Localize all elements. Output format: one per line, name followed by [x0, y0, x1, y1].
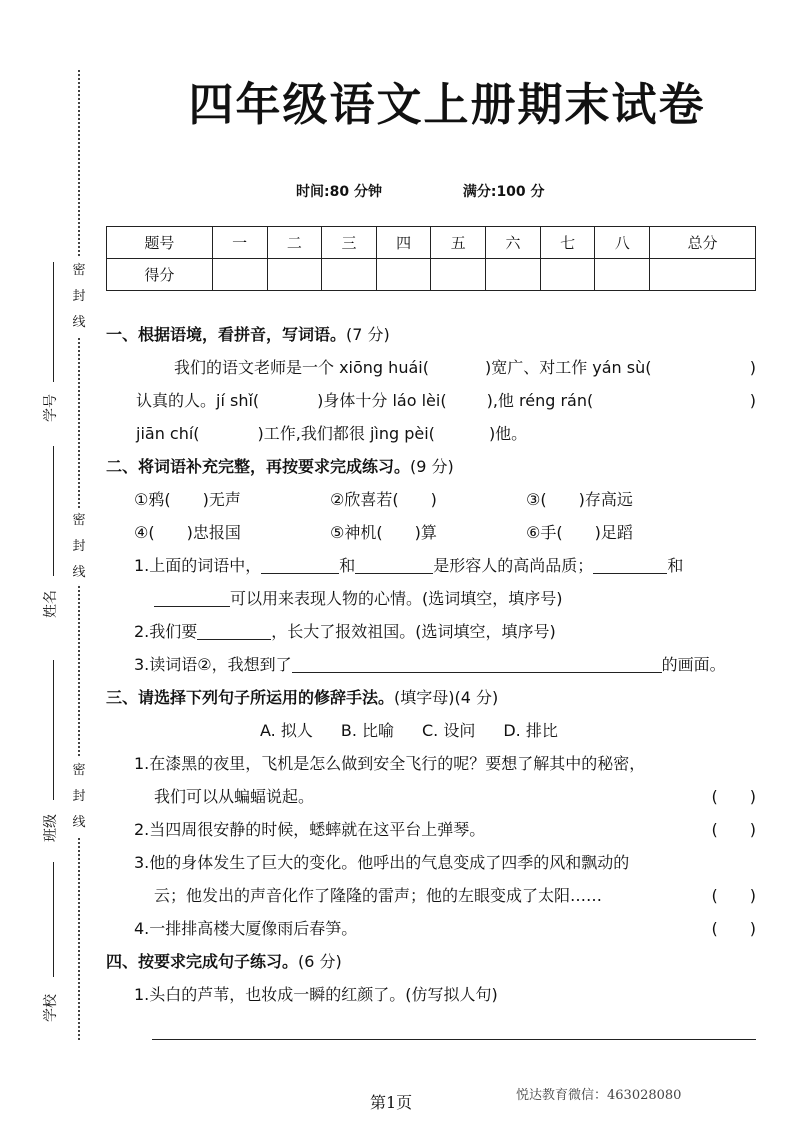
page-number: 第1页: [370, 1093, 413, 1112]
class-line[interactable]: [53, 660, 54, 800]
s3-question-1-cont: [106, 780, 756, 813]
s2-text: 2.我们要: [134, 622, 198, 641]
section-3-points: (填字母)(4 分): [394, 688, 499, 707]
s3-question-3: [106, 846, 756, 879]
s2-text: ，长大了报效祖国。(选词填空，填序号): [271, 622, 556, 641]
seal-text-group-1: [72, 258, 86, 336]
answer-underline[interactable]: [154, 588, 230, 607]
section-1-heading: [106, 318, 756, 351]
header-cell: 题号: [107, 227, 213, 259]
option-b: B. 比喻: [340, 721, 394, 740]
s2-text: 和: [667, 556, 684, 575]
score-cell[interactable]: [431, 259, 486, 291]
s1-text: 认真的人。jí shǐ(: [136, 391, 260, 410]
student-id-label: 学号: [43, 394, 59, 422]
option-a: A. 拟人: [260, 721, 313, 740]
score-cell[interactable]: [212, 259, 267, 291]
name-label: 姓名: [43, 590, 59, 618]
s2-question-1: [106, 549, 756, 582]
score-table: [106, 226, 756, 291]
s3-options: [106, 714, 756, 747]
exam-meta: [296, 181, 621, 201]
seal-char: 线: [72, 565, 86, 580]
row-label-cell: 得分: [107, 259, 213, 291]
s2-words-row-2: [106, 516, 756, 549]
s2-text: 可以用来表现人物的心情。(选词填空，填序号): [230, 589, 563, 608]
answer-underline[interactable]: [261, 555, 339, 574]
seal-char: 密: [72, 763, 86, 778]
section-4-title: 四、按要求完成句子练习。: [106, 952, 299, 971]
section-3-heading: [106, 681, 756, 714]
exam-title: 四年级语文上册期末试卷: [188, 78, 706, 131]
s1-text: )工作,我们都很 jìng pèi(: [257, 424, 435, 443]
class-label: 班级: [43, 814, 59, 842]
header-cell: 六: [486, 227, 541, 259]
s2-question-1-cont: [106, 582, 756, 615]
s2-question-3: [106, 648, 756, 681]
s2-text: 的画面。: [661, 655, 726, 674]
s1-text: )宽广、对工作 yán sù(: [484, 358, 652, 377]
s3-question-2: [106, 813, 756, 846]
seal-char: 线: [72, 815, 86, 830]
idiom-item[interactable]: ⑤神机( )算: [330, 523, 437, 542]
full-score: 满分:100 分: [462, 184, 545, 200]
binding-margin: [0, 0, 100, 1122]
score-cell[interactable]: [540, 259, 595, 291]
s4-answer-line[interactable]: [152, 1039, 756, 1040]
s1-close-paren: ): [749, 358, 756, 377]
exam-content: [106, 318, 756, 1011]
s1-line-3: [106, 417, 756, 450]
answer-paren[interactable]: ( ): [711, 787, 756, 806]
s2-text: 3.读词语②，我想到了: [134, 655, 292, 674]
answer-paren[interactable]: ( ): [711, 820, 756, 839]
answer-underline[interactable]: [292, 654, 662, 673]
score-cell[interactable]: [650, 259, 756, 291]
answer-underline[interactable]: [197, 621, 271, 640]
s3-text: 3.他的身体发生了巨大的变化。他呼出的气息变成了四季的风和飘动的: [134, 853, 630, 872]
s4-text: 1.头白的芦苇，也妆成一瞬的红颜了。(仿写拟人句): [134, 985, 498, 1004]
header-cell: 五: [431, 227, 486, 259]
score-table-header-row: [107, 227, 756, 259]
s1-text: )他。: [488, 424, 528, 443]
s1-text: 我们的语文老师是一个 xiōng huái(: [174, 358, 429, 377]
header-cell: 一: [212, 227, 267, 259]
s3-text: 云；他发出的声音化作了隆隆的雷声；他的左眼变成了太阳……: [154, 886, 603, 905]
seal-char: 封: [72, 789, 86, 804]
s1-text: jiān chí(: [136, 424, 200, 443]
seal-char: 密: [72, 513, 86, 528]
s2-text: 和: [339, 556, 356, 575]
s2-question-2: [106, 615, 756, 648]
score-cell[interactable]: [376, 259, 431, 291]
seal-char: 线: [72, 315, 86, 330]
header-cell: 四: [376, 227, 431, 259]
s3-text: 我们可以从蝙蝠说起。: [154, 787, 315, 806]
s1-close-paren: ): [749, 391, 756, 410]
idiom-item[interactable]: ①鸦( )无声: [134, 490, 241, 509]
header-cell: 八: [595, 227, 650, 259]
seal-text-group-3: [72, 758, 86, 836]
section-2-title: 二、将词语补充完整，再按要求完成练习。: [106, 457, 411, 476]
answer-underline[interactable]: [355, 555, 433, 574]
header-cell: 二: [267, 227, 322, 259]
time-limit: 时间:80 分钟: [296, 184, 382, 200]
school-line[interactable]: [53, 862, 54, 977]
wechat-watermark: 悦达教育微信：463028080: [516, 1088, 682, 1103]
s4-question-1: [106, 978, 756, 1011]
answer-underline[interactable]: [593, 555, 667, 574]
s2-text: 1.上面的词语中，: [134, 556, 262, 575]
section-2-heading: [106, 450, 756, 483]
idiom-item[interactable]: ③( )存高远: [526, 490, 633, 509]
s3-question-4: [106, 912, 756, 945]
school-label: 学校: [43, 994, 59, 1022]
s2-words-row-1: [106, 483, 756, 516]
seal-char: 密: [72, 263, 86, 278]
s3-text: 2.当四周很安静的时候，蟋蟀就在这平台上弹琴。: [134, 820, 486, 839]
score-cell[interactable]: [486, 259, 541, 291]
seal-text-group-2: [72, 508, 86, 586]
idiom-item[interactable]: ⑥手( )足蹈: [526, 523, 633, 542]
answer-paren[interactable]: ( ): [711, 919, 756, 938]
section-4-points: (6 分): [298, 952, 342, 971]
score-table-score-row: [107, 259, 756, 291]
s3-question-1: [106, 747, 756, 780]
score-cell[interactable]: [595, 259, 650, 291]
seal-char: 封: [72, 539, 86, 554]
section-2-points: (9 分): [410, 457, 454, 476]
s1-text: ),他 réng rán(: [486, 391, 594, 410]
s1-line-1: [106, 351, 756, 384]
option-c: C. 设问: [422, 721, 476, 740]
idiom-item[interactable]: ④( )忠报国: [134, 523, 241, 542]
section-1-points: (7 分): [346, 325, 390, 344]
s2-text: 是形容人的高尚品质；: [433, 556, 594, 575]
student-id-line[interactable]: [53, 262, 54, 382]
score-cell[interactable]: [322, 259, 377, 291]
s1-text: )身体十分 láo lèi(: [317, 391, 447, 410]
s3-text: 1.在漆黑的夜里，飞机是怎么做到安全飞行的呢？要想了解其中的秘密，: [134, 754, 646, 773]
name-line[interactable]: [53, 446, 54, 576]
header-cell: 七: [540, 227, 595, 259]
header-cell: 总分: [650, 227, 756, 259]
score-cell[interactable]: [267, 259, 322, 291]
section-4-heading: [106, 945, 756, 978]
header-cell: 三: [322, 227, 377, 259]
answer-paren[interactable]: ( ): [711, 886, 756, 905]
idiom-item[interactable]: ②欣喜若( ): [330, 490, 437, 509]
s3-text: 4.一排排高楼大厦像雨后春笋。: [134, 919, 358, 938]
section-1-title: 一、根据语境，看拼音，写词语。: [106, 325, 347, 344]
option-d: D. 排比: [503, 721, 558, 740]
s3-question-3-cont: [106, 879, 756, 912]
seal-char: 封: [72, 289, 86, 304]
s1-line-2: [106, 384, 756, 417]
section-3-title: 三、请选择下列句子所运用的修辞手法。: [106, 688, 395, 707]
